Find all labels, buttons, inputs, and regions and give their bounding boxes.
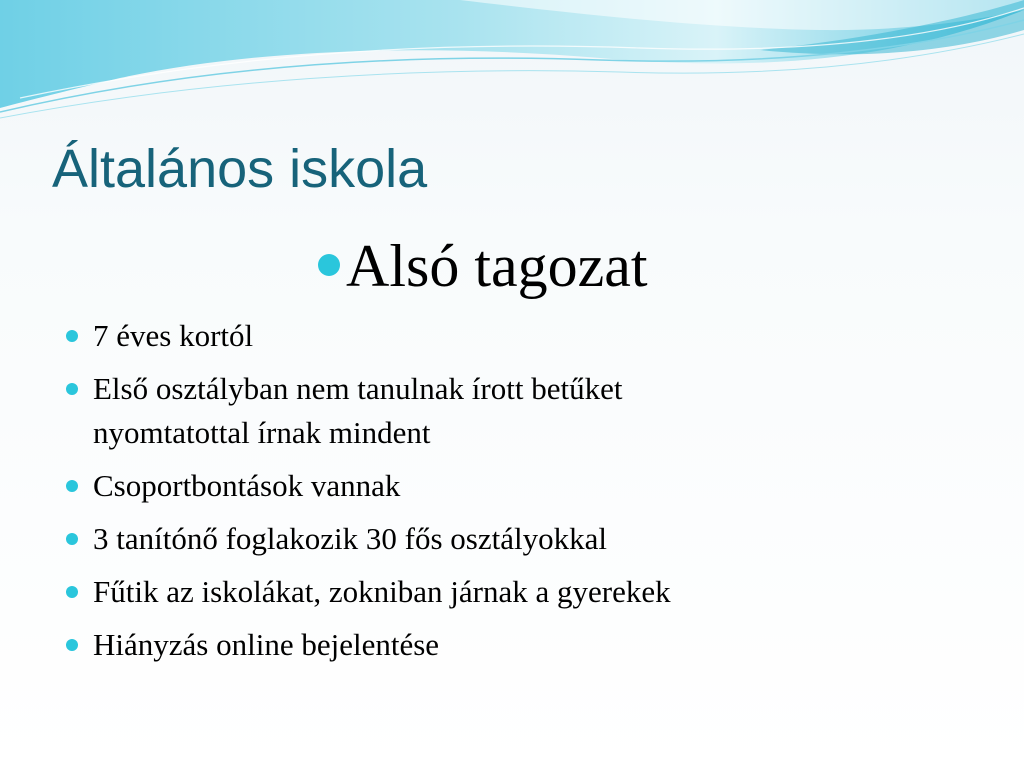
wave-decoration	[0, 0, 1024, 130]
list-item-text: Első osztályban nem tanulnak írott betűket	[93, 371, 623, 406]
bullet-icon	[318, 254, 340, 276]
list-item	[64, 367, 1004, 455]
slide-title: Általános iskola	[52, 139, 428, 199]
list-item	[64, 517, 1004, 561]
list-item	[64, 570, 1004, 614]
list-item-text: Fűtik az iskolákat, zokniban járnak a gyerekek	[93, 574, 671, 609]
bullet-icon	[66, 639, 78, 651]
bullet-icon	[66, 533, 78, 545]
list-item-text: Hiányzás online bejelentése	[93, 627, 440, 662]
list-item-text: 3 tanítónő foglakozik 30 fős osztályokkal	[93, 521, 607, 556]
subheading-text: Alsó tagozat	[346, 233, 648, 299]
list-item-text: Csoportbontások vannak	[93, 468, 401, 503]
list-item	[64, 464, 1004, 508]
list-item	[64, 623, 1004, 667]
bullet-icon	[66, 330, 78, 342]
bullet-icon	[66, 383, 78, 395]
bullet-icon	[66, 480, 78, 492]
list-item	[64, 314, 1004, 358]
bullet-list	[64, 314, 1004, 676]
list-item-text-continued: nyomtatottal írnak mindent	[93, 415, 431, 450]
bullet-icon	[66, 586, 78, 598]
subheading	[318, 228, 648, 304]
list-item-text: 7 éves kortól	[93, 318, 254, 353]
